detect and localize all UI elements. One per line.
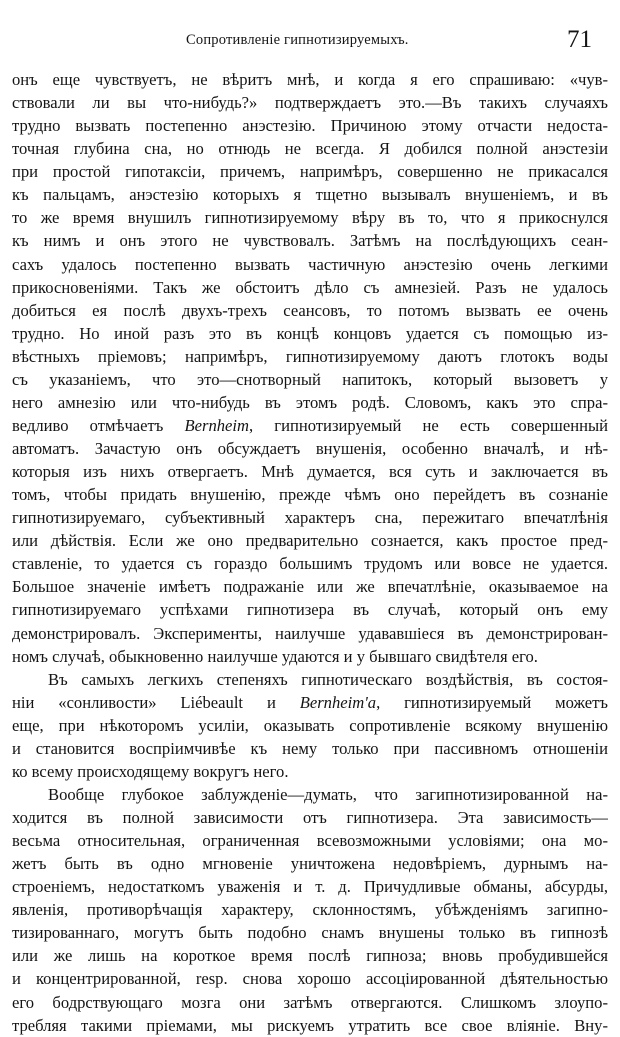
italic-name: Bernheim bbox=[184, 415, 250, 435]
text-line: Большое значеніе имѣетъ подражаніе или же впечатлѣніе, оказываемое на bbox=[12, 577, 608, 597]
text-line: къ пальцамъ, анэстезію которыхъ я тщетно вызывалъ внушеніемъ, и въ bbox=[12, 185, 608, 205]
text-line: сахъ удалось постепенно вызвать частичную анэстезію очень легкими bbox=[12, 254, 608, 274]
text-line: строеніемъ, недостаткомъ уваженія и т. д. Причудливые обманы, абсурды, bbox=[12, 877, 608, 897]
text-line: тизированнаго, могутъ быть подобно снамъ внушены только въ гипнозѣ bbox=[12, 923, 608, 943]
running-title: Сопротивленіе гипнотизируемыхъ. bbox=[186, 32, 409, 48]
text-line: Въ самыхъ легкихъ степеняхъ гипнотическаго воздѣйствія, въ состоя- bbox=[48, 669, 608, 689]
body-text bbox=[12, 68, 608, 1037]
text-line: весьма относительная, ограниченная всевозможными условіями; она мо- bbox=[12, 831, 608, 851]
text-line: которыя изъ нихъ отвергаетъ. Мнѣ думается, вся суть и заключается въ bbox=[12, 462, 608, 482]
text-line: или дѣйствія. Если же оно предварительно сознается, какъ простое пред- bbox=[12, 531, 608, 551]
text-line: точная глубина сна, но отнюдь не всегда. Я добился полной анэстезіи bbox=[12, 139, 608, 159]
text-line: него амнезію или что-нибудь въ этомъ родѣ. Словомъ, какъ это спра- bbox=[12, 392, 608, 412]
text-line: явленія, противорѣчащія характеру, склонностямъ, убѣжденіямъ загипно- bbox=[12, 900, 608, 920]
text-line: требляя такими пріемами, мы рискуемъ утратить все свое вліяніе. Вну- bbox=[12, 1015, 608, 1035]
text-line: жетъ быть въ одно мгновеніе уничтожена недовѣріемъ, дурнымъ на- bbox=[12, 854, 608, 874]
text-line: къ нимъ и онъ этого не чувствовалъ. Затѣмъ на послѣдующихъ сеан- bbox=[12, 231, 608, 251]
text-line: демонстрировалъ. Эксперименты, наилучше удававшіеся въ демонстрирован- bbox=[12, 623, 608, 643]
text-line: еще, при нѣкоторомъ усиліи, оказывать сопротивленіе всякому внушенію bbox=[12, 715, 608, 735]
text-line: автоматъ. Зачастую онъ обсуждаетъ внушенія, особенно вначалѣ, и нѣ- bbox=[12, 439, 608, 458]
text-line: онъ еще чувствуетъ, не вѣритъ мнѣ, и когда я его спрашиваю: «чув- bbox=[12, 70, 608, 89]
text-line: его бодрствующаго мозга они затѣмъ отвергаются. Слишкомъ злоупо- bbox=[12, 992, 608, 1012]
italic-name: Bernheim'a bbox=[299, 692, 377, 712]
text-line: ніи «сонливости» Liébeault и Bernheim'a, гипнотизируемый можетъ bbox=[12, 692, 608, 712]
text-line: съ указаніемъ, что это—снотворный напитокъ, который вызоветъ у bbox=[12, 369, 608, 389]
text-line: или же лишь на короткое время послѣ гипноза; вновь пробудившейся bbox=[12, 946, 608, 966]
text-line: ствовали ли вы что-нибудь?» подтверждаетъ это.—Въ такихъ случаяхъ bbox=[12, 93, 608, 113]
text-line: номъ случаѣ, обыкновенно наилучше удаются и у бывшаго свидѣтеля его. bbox=[12, 646, 538, 666]
text-line: добиться ея послѣ двухъ-трехъ сеансовъ, то потомъ вызвать ее очень bbox=[12, 300, 608, 320]
text-line: трудно вызвать постепенно анэстезію. Причиною этому отчасти недоста- bbox=[12, 116, 608, 136]
text-line: ставленіе, то удается съ гораздо большимъ трудомъ или вовсе не удается. bbox=[12, 554, 608, 574]
text-line: Вообще глубокое заблужденіе—думать, что загипнотизированной на- bbox=[48, 784, 608, 804]
text-line: гипнотизируемаго успѣхами гипнотизера въ случаѣ, который онъ ему bbox=[12, 600, 608, 620]
text-line: вѣстныхъ пріемовъ; напримѣръ, гипнотизируемому даютъ глотокъ воды bbox=[12, 346, 608, 366]
running-head bbox=[0, 26, 620, 58]
text-line: ко всему происходящему вокругъ него. bbox=[12, 761, 289, 781]
text-line: гипнотизируемаго, субъективный характеръ сна, пережитаго впечатлѣнія bbox=[12, 508, 608, 528]
text-line: и становится воспріимчивѣе къ нему только при пассивномъ отношеніи bbox=[12, 738, 608, 758]
text-line: то же время внушилъ гипнотизируемому вѣру въ то, что я прикоснулся bbox=[12, 208, 608, 228]
text-line: трудно. Но иной разъ это въ концѣ концовъ удается съ помощью из- bbox=[12, 323, 608, 343]
text-line: ходится въ полной зависимости отъ гипнотизера. Эта зависимость— bbox=[12, 808, 608, 827]
text-line: при простой гипотаксіи, причемъ, напримѣръ, совершенно не прикасался bbox=[12, 162, 608, 182]
text-line: томъ, чтобы придать внушенію, прежде чѣмъ оно перейдетъ въ сознаніе bbox=[12, 485, 608, 505]
text-line: и концентрированной, resp. снова хорошо ассоціированной дѣятельностью bbox=[12, 969, 608, 989]
text-line: ведливо отмѣчаетъ Bernheim, гипнотизируемый не есть совершенный bbox=[12, 415, 608, 435]
text-line: прикосновеніями. Такъ же обстоитъ дѣло съ амнезіей. Разъ не удалось bbox=[12, 277, 608, 297]
page-number: 71 bbox=[567, 26, 592, 53]
